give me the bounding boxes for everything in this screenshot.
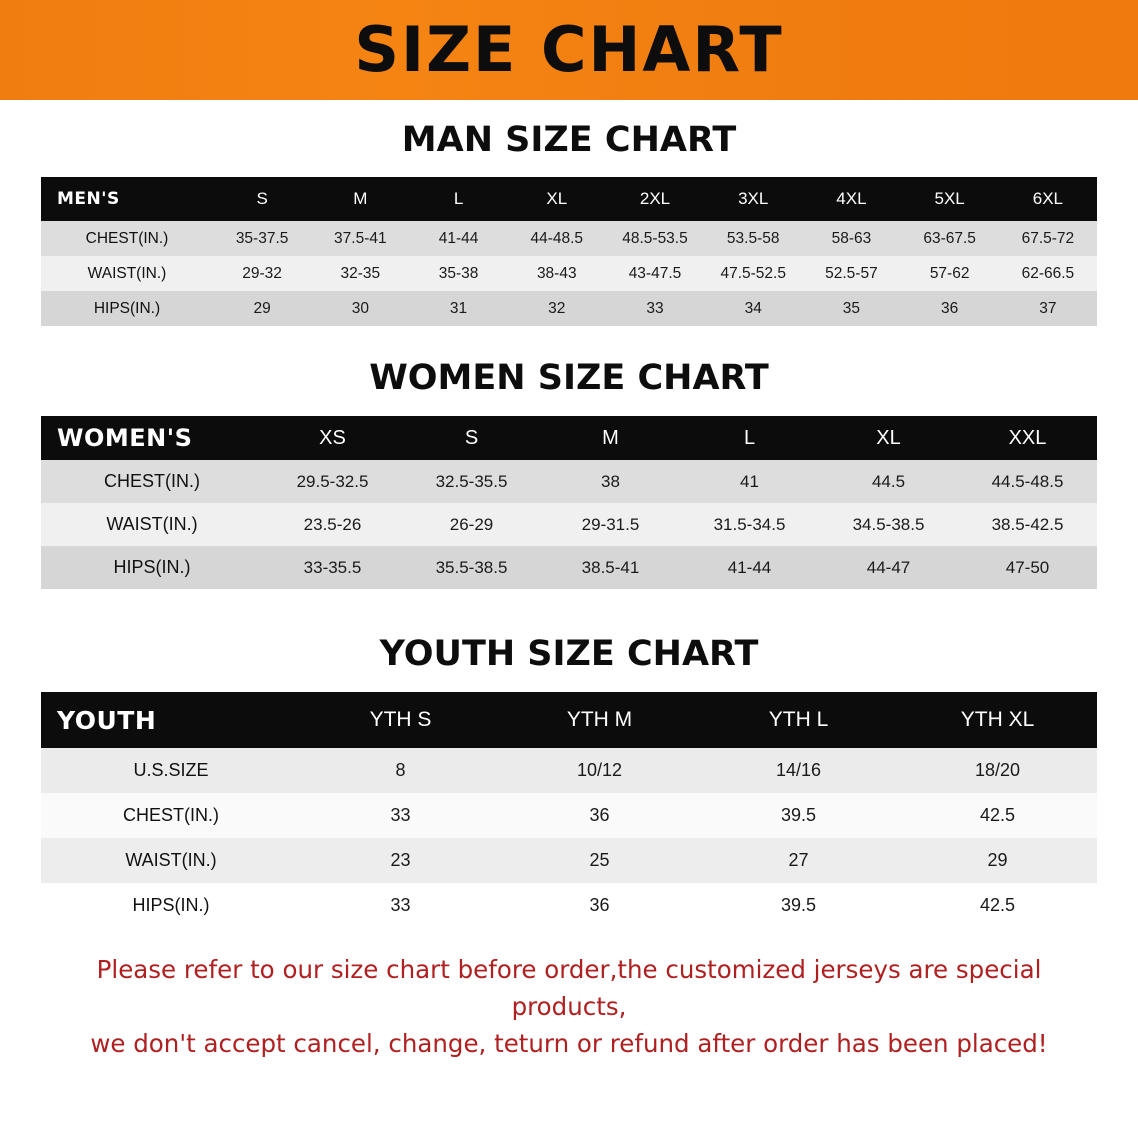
youth-cell: 14/16 [699,748,898,793]
youth-cell: 42.5 [898,793,1097,838]
man-cell: 37 [999,291,1097,326]
youth-cell: 36 [500,883,699,928]
youth-row-label: U.S.SIZE [41,748,301,793]
women-cell: 32.5-35.5 [402,460,541,503]
women-cell: 29.5-32.5 [263,460,402,503]
women-col-header: M [602,426,619,449]
women-cell: 44.5-48.5 [958,460,1097,503]
women-cell: 38.5-42.5 [958,503,1097,546]
women-cell: 41 [680,460,819,503]
women-cell: 31.5-34.5 [680,503,819,546]
youth-cell: 18/20 [898,748,1097,793]
youth-row-label: HIPS(IN.) [41,883,301,928]
man-cell: 30 [311,291,409,326]
man-cell: 35-37.5 [213,221,311,256]
man-cell: 58-63 [802,221,900,256]
youth-cell: 23 [301,838,500,883]
youth-col-header: YTH M [566,708,633,731]
man-cell: 29-32 [213,256,311,291]
man-row-label: HIPS(IN.) [41,291,213,326]
youth-row-label: CHEST(IN.) [41,793,301,838]
women-cell: 35.5-38.5 [402,546,541,589]
man-cell: 35-38 [409,256,507,291]
table-row [41,838,1097,883]
women-row-label: WAIST(IN.) [41,503,263,546]
man-cell: 67.5-72 [999,221,1097,256]
man-col-header: L [453,189,464,208]
youth-cell: 39.5 [699,883,898,928]
youth-col-header: YTH XL [960,708,1035,731]
table-row [41,460,1097,503]
youth-col-header: YTH L [768,708,829,731]
man-col-header: 6XL [1032,189,1063,208]
man-col-header: 3XL [738,189,769,208]
women-col-header: L [743,426,756,449]
women-col-header: S [464,426,479,449]
man-cell: 43-47.5 [606,256,704,291]
table-row [41,256,1097,291]
women-row-label: HIPS(IN.) [41,546,263,589]
women-cell: 38.5-41 [541,546,680,589]
man-cell: 37.5-41 [311,221,409,256]
table-row [41,503,1097,546]
youth-col-header: YTH S [369,708,432,731]
man-cell: 41-44 [409,221,507,256]
man-cell: 38-43 [508,256,606,291]
disclaimer-line-1: Please refer to our size chart before order,the customized jerseys are special products, [96,955,1042,1021]
women-section-heading: WOMEN SIZE CHART [369,358,769,398]
man-cell: 36 [901,291,999,326]
youth-cell: 39.5 [699,793,898,838]
youth-cell: 27 [699,838,898,883]
man-cell: 29 [213,291,311,326]
table-row [41,291,1097,326]
women-cell: 38 [541,460,680,503]
table-header-row [41,177,1097,221]
women-cell: 29-31.5 [541,503,680,546]
page-title: SIZE CHART [354,13,784,86]
man-cell: 35 [802,291,900,326]
youth-corner-label: YOUTH [57,705,157,735]
man-col-header: S [256,189,268,208]
man-corner-label: MEN'S [57,189,120,209]
man-cell: 47.5-52.5 [704,256,802,291]
disclaimer-note [69,952,1069,1062]
man-col-header: 2XL [639,189,671,208]
man-cell: 63-67.5 [901,221,999,256]
youth-row-label: WAIST(IN.) [41,838,301,883]
man-col-header: 4XL [836,189,867,208]
man-cell: 48.5-53.5 [606,221,704,256]
page-banner [0,0,1138,100]
man-section-heading: MAN SIZE CHART [401,120,737,160]
man-row-label: WAIST(IN.) [41,256,213,291]
man-col-header: 5XL [934,189,965,208]
youth-cell: 29 [898,838,1097,883]
table-row [41,748,1097,793]
youth-section-heading: YOUTH SIZE CHART [379,634,759,674]
women-cell: 34.5-38.5 [819,503,958,546]
youth-cell: 8 [301,748,500,793]
man-cell: 57-62 [901,256,999,291]
youth-size-table [41,692,1097,928]
youth-cell: 36 [500,793,699,838]
youth-cell: 33 [301,793,500,838]
women-cell: 26-29 [402,503,541,546]
women-col-header: XXL [1008,426,1047,449]
youth-cell: 33 [301,883,500,928]
man-cell: 32-35 [311,256,409,291]
man-cell: 33 [606,291,704,326]
man-size-table [41,177,1097,326]
women-row-label: CHEST(IN.) [41,460,263,503]
table-row [41,793,1097,838]
youth-cell: 25 [500,838,699,883]
women-cell: 23.5-26 [263,503,402,546]
man-cell: 52.5-57 [802,256,900,291]
women-col-header: XS [319,426,346,449]
man-cell: 44-48.5 [508,221,606,256]
man-cell: 62-66.5 [999,256,1097,291]
youth-size-table-wrapper [41,692,1097,928]
women-cell: 44.5 [819,460,958,503]
women-cell: 47-50 [958,546,1097,589]
man-cell: 34 [704,291,802,326]
women-col-header: XL [876,426,901,449]
man-size-table-wrapper [41,177,1097,326]
table-row [41,221,1097,256]
women-cell: 41-44 [680,546,819,589]
women-size-table [41,416,1097,589]
man-cell: 31 [409,291,507,326]
women-cell: 33-35.5 [263,546,402,589]
women-size-table-wrapper [41,416,1097,589]
youth-cell: 42.5 [898,883,1097,928]
man-col-header: XL [546,189,568,208]
table-row [41,883,1097,928]
man-col-header: M [353,189,368,208]
table-row [41,546,1097,589]
table-header-row [41,692,1097,748]
man-cell: 32 [508,291,606,326]
disclaimer-line-2: we don't accept cancel, change, teturn or refund after order has been placed! [90,1028,1048,1058]
youth-cell: 10/12 [500,748,699,793]
table-header-row [41,416,1097,460]
women-cell: 44-47 [819,546,958,589]
man-row-label: CHEST(IN.) [41,221,213,256]
women-corner-label: WOMEN'S [57,424,193,452]
man-cell: 53.5-58 [704,221,802,256]
